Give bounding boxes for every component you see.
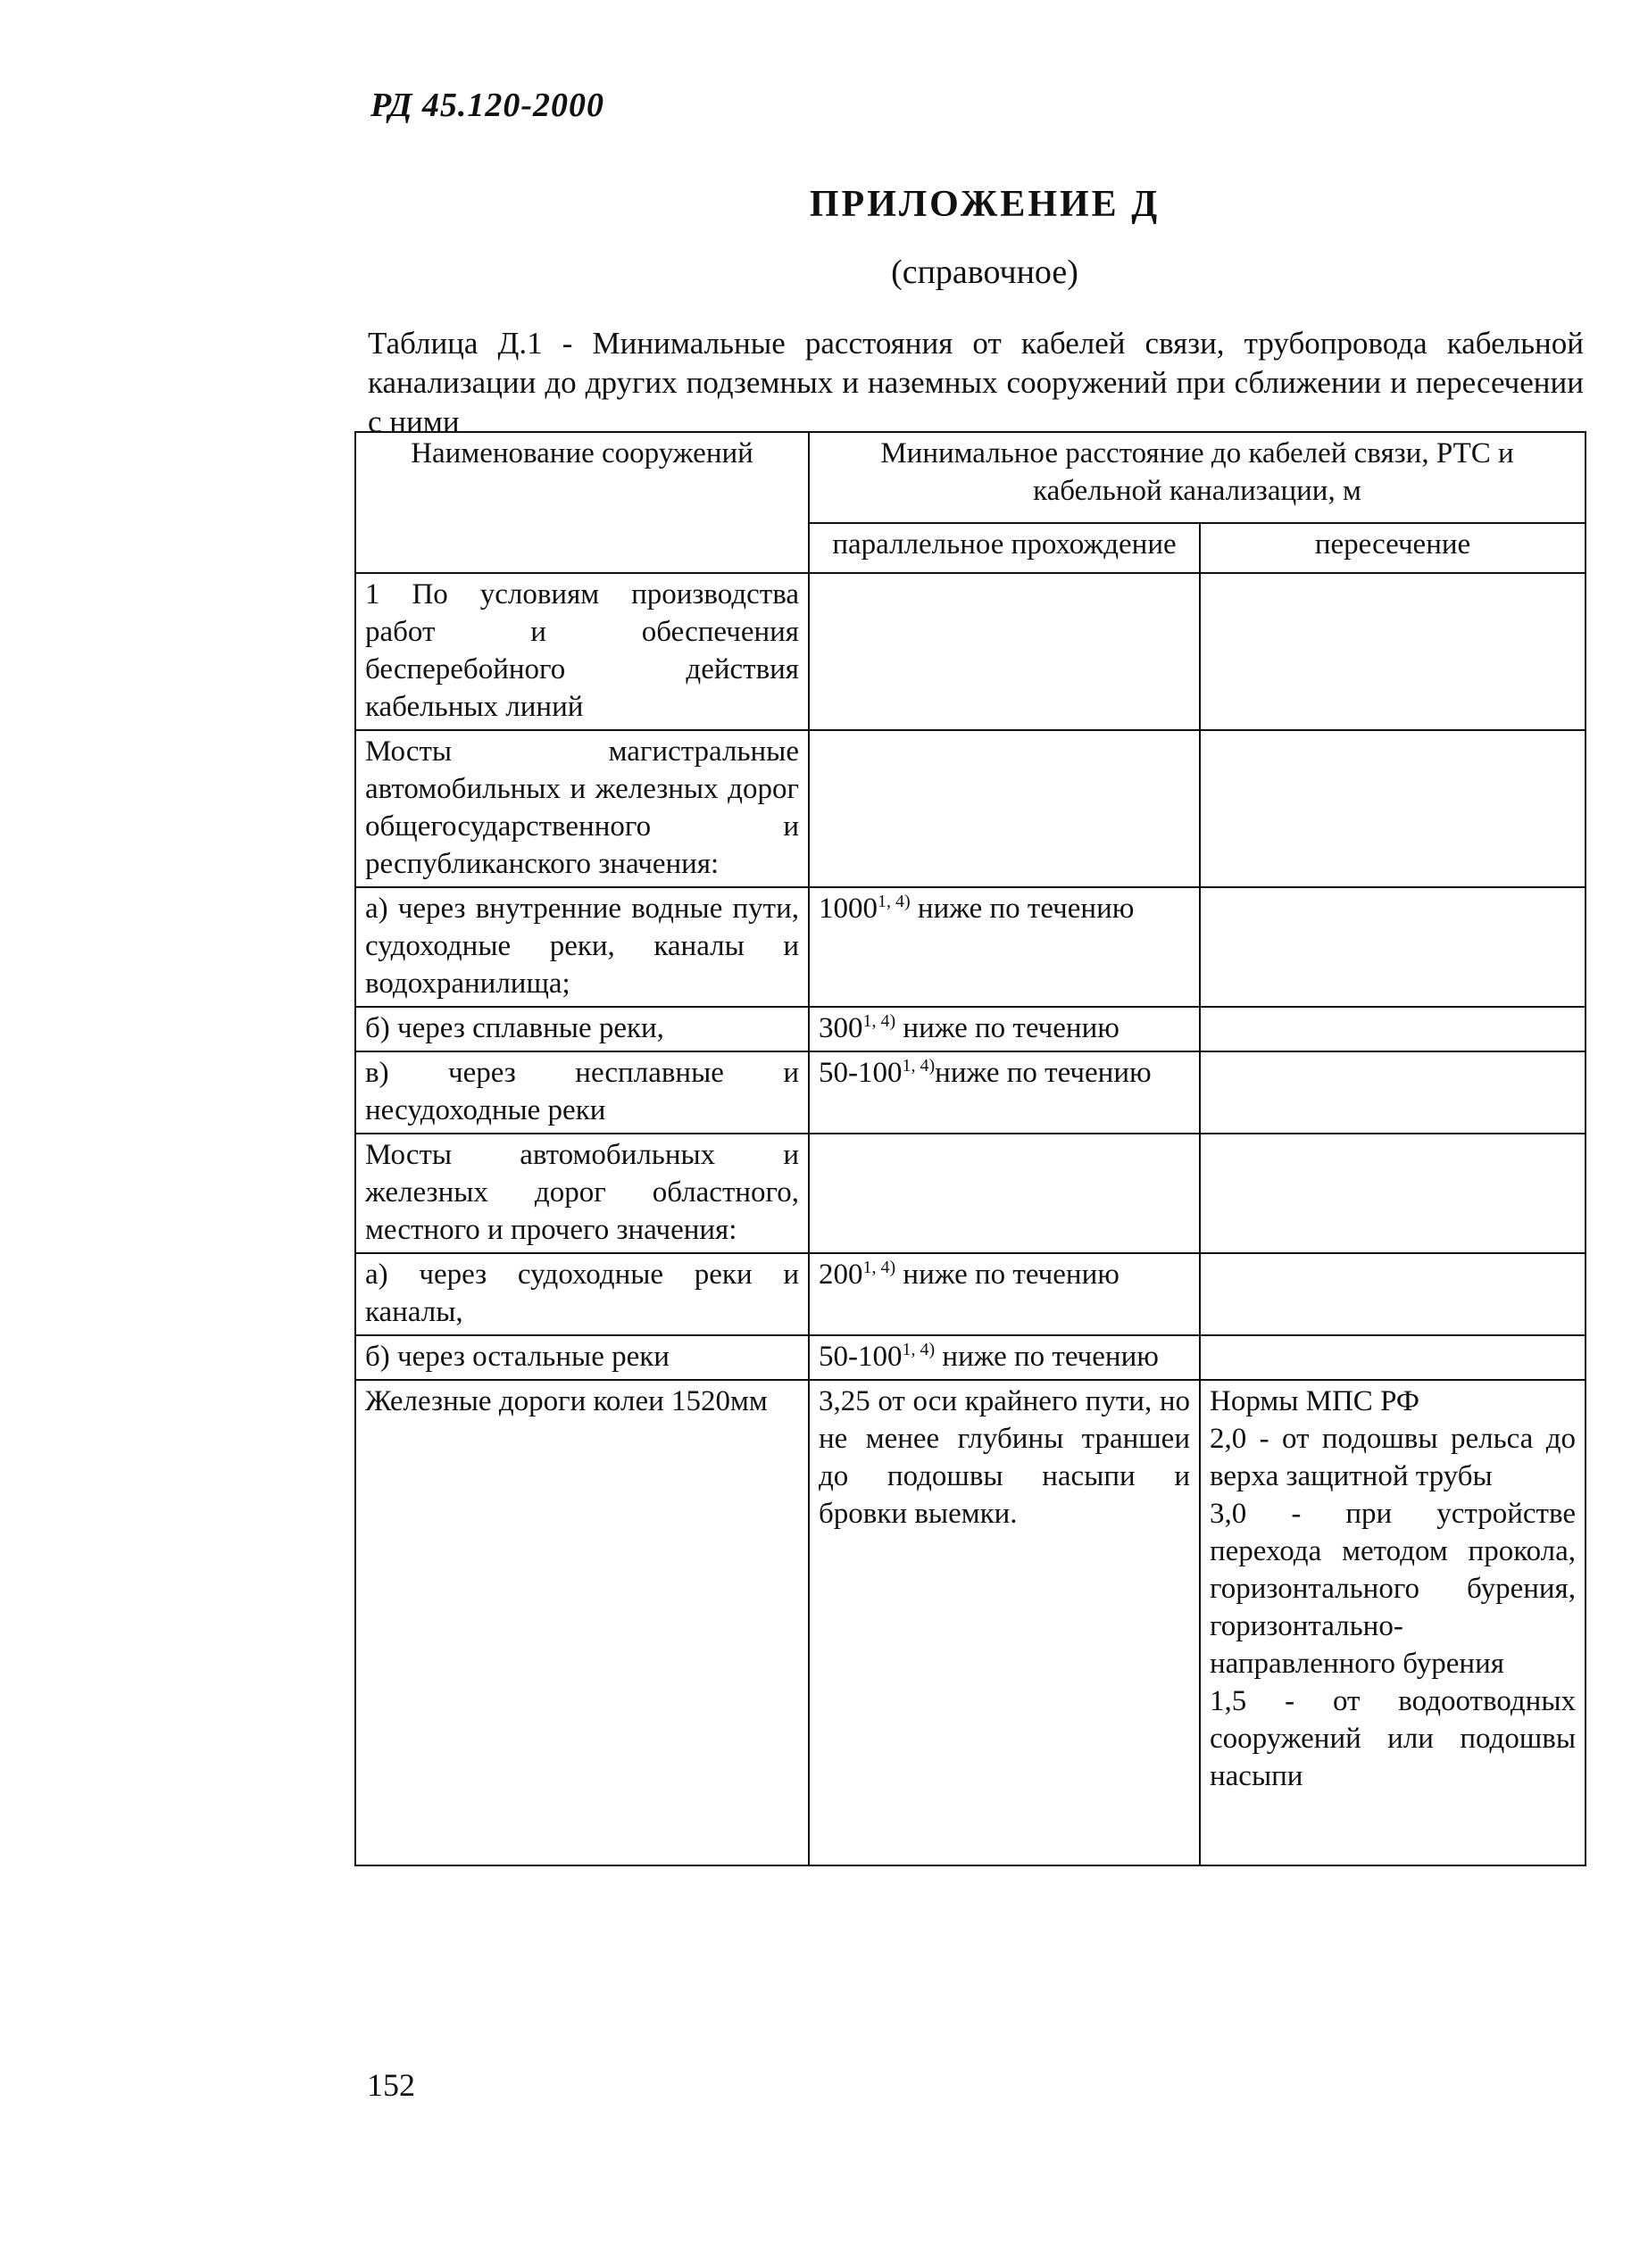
- crossing-norm-item: 2,0 - от подошвы рельса до верха защитной трубы: [1210, 1423, 1576, 1492]
- footnote-ref: 1, 4): [902, 1340, 936, 1359]
- parallel-cell: [809, 573, 1200, 730]
- table-row: [355, 1007, 1586, 1051]
- appendix-title: ПРИЛОЖЕНИЕ Д: [809, 184, 1161, 225]
- table-row: [355, 1335, 1586, 1380]
- structure-name-cell: Мосты автомобильных и железных дорог областного, местного и прочего значения:: [355, 1134, 809, 1253]
- table-row: [355, 1253, 1586, 1335]
- header-parallel: параллельное прохождение: [809, 523, 1200, 573]
- parallel-cell: [809, 1007, 1200, 1051]
- table-caption: Таблица Д.1 - Минимальные расстояния от кабелей связи, трубопровода кабельной канализации до других подземных и наземных сооружений при сближении и пересечении с ними: [368, 326, 1584, 439]
- parallel-cell: 3,25 от оси крайнего пути, но не менее глубины траншеи до подошвы насыпи и бровки выемки.: [809, 1380, 1200, 1865]
- table-row: [355, 730, 1586, 887]
- crossing-norm-title: Нормы МПС РФ: [1210, 1385, 1419, 1417]
- distance-note: ниже по течению: [895, 1259, 1119, 1291]
- crossing-cell: [1200, 887, 1586, 1007]
- crossing-norm-item: 3,0 - при устройстве перехода методом прокола, горизонтального бурения, горизонтально-направленного бурения: [1210, 1498, 1576, 1680]
- distance-note: ниже по течению: [935, 1341, 1159, 1373]
- structure-name-cell: Железные дороги колеи 1520мм: [355, 1380, 809, 1865]
- header-min-distance: Минимальное расстояние до кабелей связи, РТС и кабельной канализации, м: [809, 432, 1586, 523]
- footnote-ref: 1, 4): [902, 1056, 936, 1076]
- structure-name-cell: а) через внутренние водные пути, судоходные реки, каналы и водохранилища;: [355, 887, 809, 1007]
- distance-value: 50-100: [819, 1057, 903, 1089]
- parallel-cell: [809, 1134, 1200, 1253]
- structure-name-cell: 1 По условиям производства работ и обеспечения бесперебойного действия кабельных линий: [355, 573, 809, 730]
- structure-name-cell: а) через судоходные реки и каналы,: [355, 1253, 809, 1335]
- structure-name-cell: б) через сплавные реки,: [355, 1007, 809, 1051]
- distance-value: 50-100: [819, 1341, 903, 1373]
- crossing-cell: [1200, 1380, 1586, 1865]
- table-row: [355, 1134, 1586, 1253]
- distance-note: ниже по течению: [895, 1012, 1119, 1044]
- distance-value: 1000: [819, 893, 878, 925]
- distance-value: 200: [819, 1259, 863, 1291]
- header-structure-name: Наименование сооружений: [355, 432, 809, 573]
- structure-name-cell: Мосты магистральные автомобильных и железных дорог общегосударственного и республиканского значения:: [355, 730, 809, 887]
- structure-name-cell: б) через остальные реки: [355, 1335, 809, 1380]
- crossing-norm-item: 1,5 - от водоотводных сооружений или подошвы насыпи: [1210, 1685, 1576, 1792]
- crossing-cell: [1200, 1253, 1586, 1335]
- distances-table: [354, 431, 1586, 1866]
- crossing-cell: [1200, 730, 1586, 887]
- appendix-subtitle: (справочное): [891, 253, 1078, 291]
- parallel-cell: [809, 1051, 1200, 1134]
- crossing-cell: [1200, 1007, 1586, 1051]
- crossing-cell: [1200, 1335, 1586, 1380]
- distance-note: ниже по течению: [910, 893, 1135, 925]
- footnote-ref: 1, 4): [862, 1258, 896, 1277]
- parallel-cell: [809, 887, 1200, 1007]
- footnote-ref: 1, 4): [862, 1011, 896, 1031]
- parallel-cell: [809, 730, 1200, 887]
- document-code: РД 45.120-2000: [370, 87, 605, 124]
- crossing-cell: [1200, 1051, 1586, 1134]
- distance-note: ниже по течению: [935, 1057, 1152, 1089]
- table-row: [355, 573, 1586, 730]
- parallel-cell: [809, 1253, 1200, 1335]
- footnote-ref: 1, 4): [878, 892, 911, 911]
- page-number: 152: [367, 2067, 415, 2103]
- table-row-railway: [355, 1380, 1586, 1865]
- header-crossing: пересечение: [1200, 523, 1586, 573]
- table-row: [355, 1051, 1586, 1134]
- structure-name-cell: в) через несплавные и несудоходные реки: [355, 1051, 809, 1134]
- parallel-cell: [809, 1335, 1200, 1380]
- crossing-cell: [1200, 1134, 1586, 1253]
- table-header-row: [355, 432, 1586, 523]
- crossing-cell: [1200, 573, 1586, 730]
- distance-value: 300: [819, 1012, 863, 1044]
- table-row: [355, 887, 1586, 1007]
